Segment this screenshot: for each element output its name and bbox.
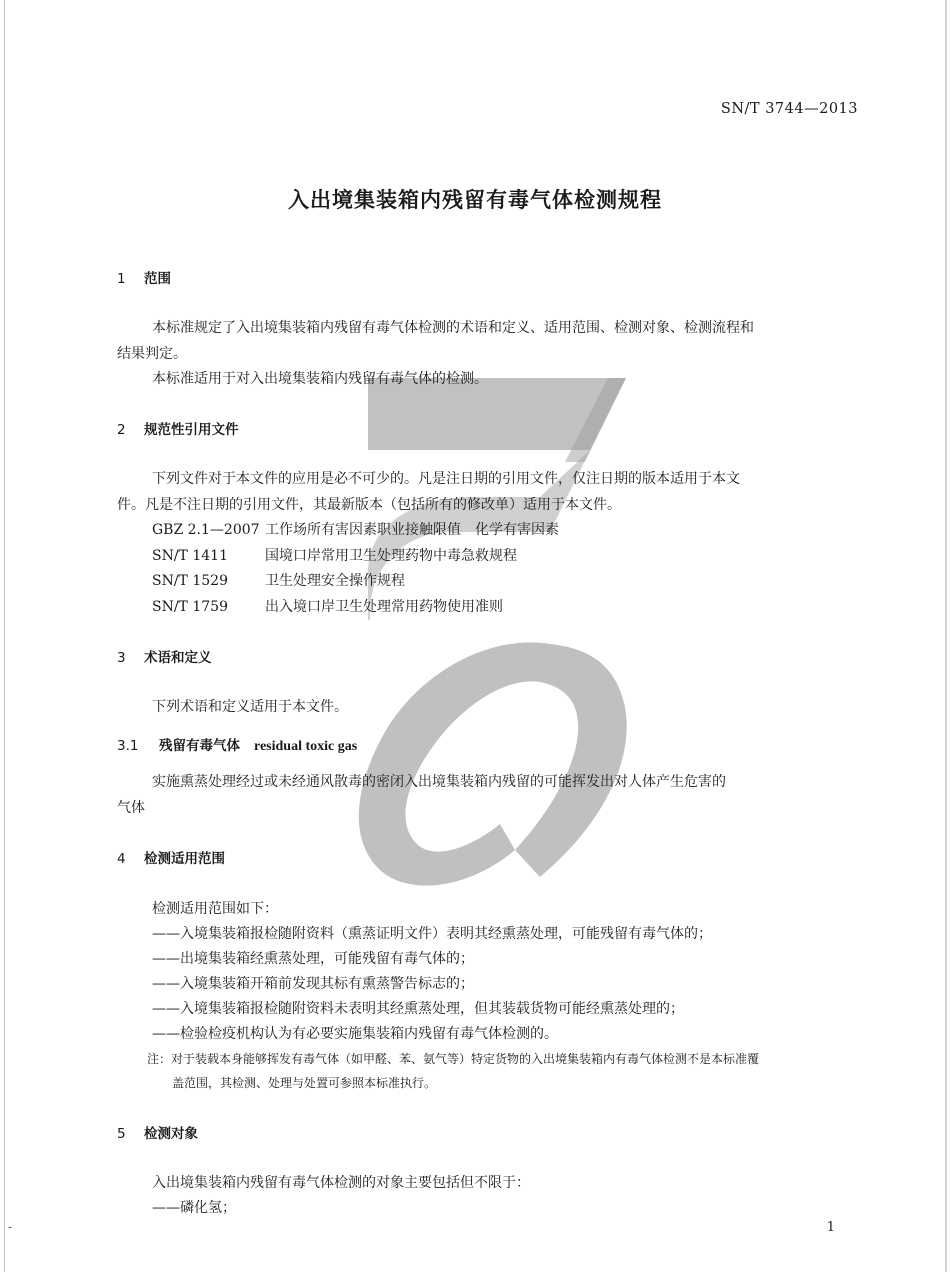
watermark-logo (340, 372, 640, 892)
reference-code: SN/T 1411 (152, 548, 228, 564)
section-number: 3 (117, 650, 126, 666)
section-number: 5 (117, 1126, 126, 1142)
reference-entry (152, 571, 405, 591)
section-title: 规范性引用文件 (144, 422, 239, 438)
reference-code: GBZ 2.1—2007 (152, 522, 260, 538)
note-line: 注：对于装载本身能够挥发有毒气体（如甲醛、苯、氨气等）特定货物的入出境集装箱内有毒气体检测不是本标准覆 (147, 1052, 760, 1066)
section-number: 4 (117, 851, 126, 867)
note-line: 盖范围，其检测、处理与处置可参照本标准执行。 (172, 1076, 437, 1090)
reference-entry (152, 546, 517, 566)
reference-title: 国境口岸常用卫生处理药物中毒急救规程 (265, 548, 517, 564)
reference-title: 卫生处理安全操作规程 (265, 573, 405, 589)
term-3-1-heading (117, 736, 357, 757)
section-2-paragraph-line: 下列文件对于本文件的应用是必不可少的。凡是注日期的引用文件，仅注日期的版本适用于本文 (152, 471, 740, 487)
section-title: 范围 (144, 271, 171, 287)
term-definition-line: 实施熏蒸处理经过或未经通风散毒的密闭入出境集装箱内残留的可能挥发出对人体产生危害的 (152, 774, 726, 790)
list-item: ——检验检疫机构认为有必要实施集装箱内残留有毒气体检测的。 (152, 1026, 558, 1042)
section-1-heading (117, 269, 171, 289)
reference-entry (152, 597, 503, 617)
term-title-english: residual toxic gas (254, 739, 358, 754)
reference-entry (152, 520, 559, 540)
section-title: 检测适用范围 (144, 851, 225, 867)
page-number: 1 (826, 1220, 835, 1235)
section-4-intro: 检测适用范围如下： (152, 901, 278, 917)
term-title: 残留有毒气体 (159, 738, 240, 754)
section-title: 术语和定义 (144, 650, 212, 666)
list-item: ——磷化氢； (152, 1200, 236, 1216)
standard-code: SN/T 3744—2013 (720, 101, 858, 117)
section-title: 检测对象 (144, 1126, 198, 1142)
section-1-paragraph: 本标准适用于对入出境集装箱内残留有毒气体的检测。 (152, 371, 488, 387)
list-item: ——出境集装箱经熏蒸处理，可能残留有毒气体的； (152, 951, 474, 967)
list-item: ——入境集装箱报检随附资料未表明其经熏蒸处理，但其装载货物可能经熏蒸处理的； (152, 1001, 684, 1017)
section-2-heading (117, 420, 239, 440)
section-number: 1 (117, 271, 126, 287)
section-2-paragraph-line: 件。凡是不注日期的引用文件，其最新版本（包括所有的修改单）适用于本文件。 (117, 497, 621, 513)
section-3-paragraph: 下列术语和定义适用于本文件。 (152, 699, 348, 715)
scan-mark: - (8, 1220, 13, 1234)
section-1-paragraph-line: 本标准规定了入出境集装箱内残留有毒气体检测的术语和定义、适用范围、检测对象、检测流程和 (152, 320, 754, 336)
section-number: 2 (117, 422, 126, 438)
document-title: 入出境集装箱内残留有毒气体检测规程 (288, 188, 662, 212)
reference-code: SN/T 1529 (152, 573, 228, 589)
section-1-paragraph-line: 结果判定。 (117, 346, 187, 362)
section-3-heading (117, 648, 212, 668)
reference-code: SN/T 1759 (152, 599, 228, 615)
list-item: ——入境集装箱开箱前发现其标有熏蒸警告标志的； (152, 976, 474, 992)
section-5-heading (117, 1124, 198, 1144)
section-5-intro: 入出境集装箱内残留有毒气体检测的对象主要包括但不限于： (152, 1175, 530, 1191)
watermark-lower-s (359, 642, 627, 885)
term-definition-line: 气体 (117, 800, 145, 816)
term-number: 3.1 (117, 738, 139, 754)
reference-title: 出入境口岸卫生处理常用药物使用准则 (265, 599, 503, 615)
reference-title: 工作场所有害因素职业接触限值 化学有害因素 (265, 522, 559, 538)
list-item: ——入境集装箱报检随附资料（熏蒸证明文件）表明其经熏蒸处理，可能残留有毒气体的； (152, 926, 712, 942)
section-4-heading (117, 849, 225, 869)
